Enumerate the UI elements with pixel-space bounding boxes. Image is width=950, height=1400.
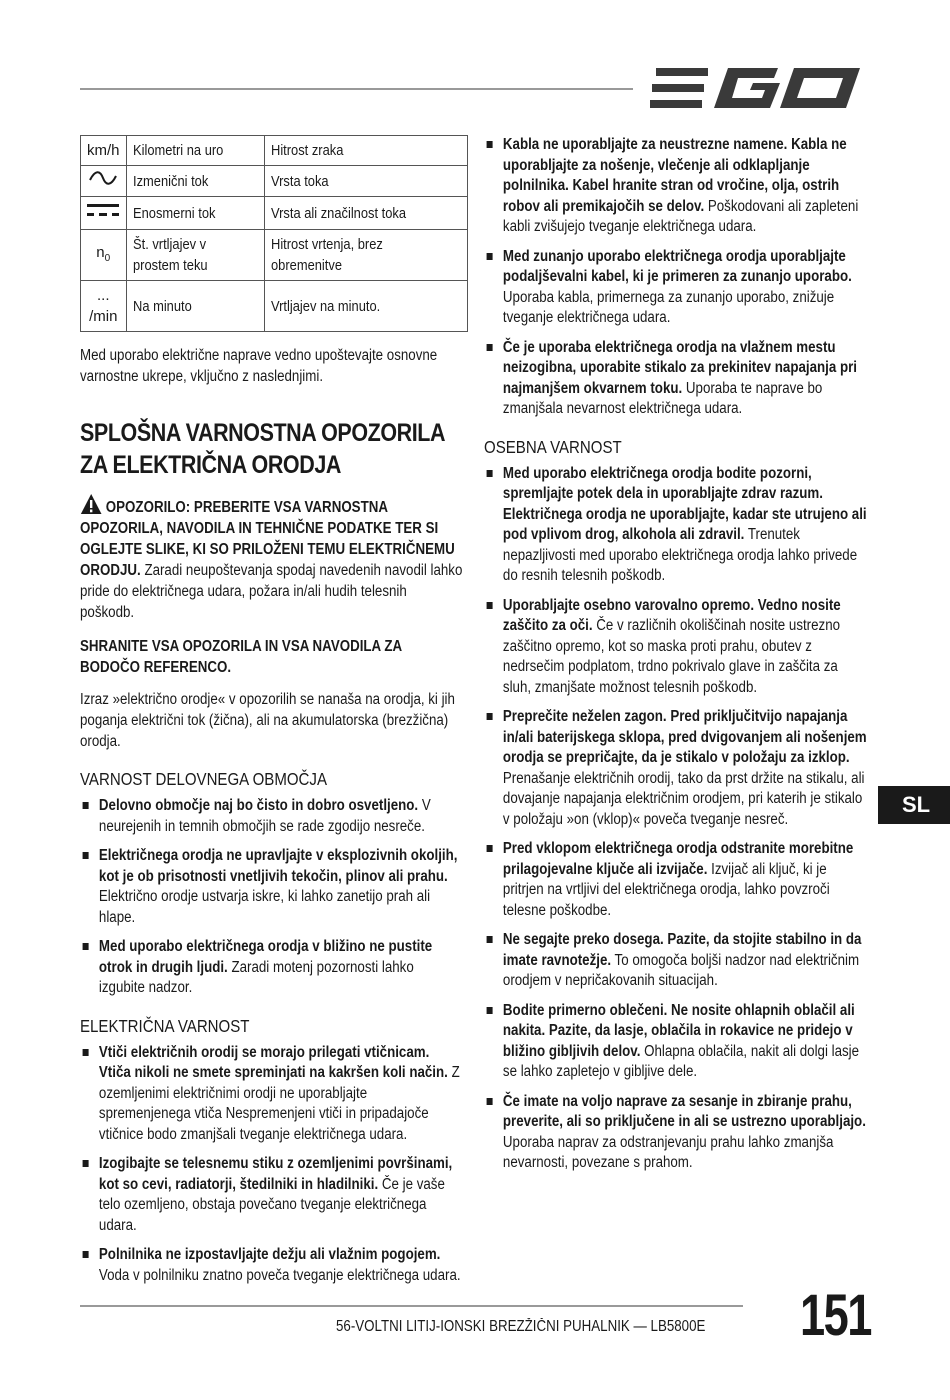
list-item: Električnega orodja ne upravljajte v eksplozivnih okoljih, kot je ob prisotnosti vnetljivih tekočin, plinov ali prahu. Električno orodje ustvarja iskre, ki lahko zanetijo prah ali hlape. bbox=[80, 846, 463, 928]
name-cell: Na minuto bbox=[126, 281, 264, 332]
left-column bbox=[80, 135, 462, 1295]
list-item: Med zunanjo uporabo električnega orodja uporabljajte podaljševalni kabel, ki je primeren za zunanjo uporabo. Uporaba kabla, primernega za zunanjo uporabo, znižuje tveganje električnega udara. bbox=[484, 247, 867, 329]
list-item: Polnilnika ne izpostavljajte dežju ali vlažnim pogojem. Voda v polnilniku znatno poveča tveganje električnega udara. bbox=[80, 1245, 463, 1286]
list-item: Če je uporaba električnega orodja na vlažnem mestu neizogibna, uporabite stikalo za prekinitev napajanja pri najmanjšem okvarnem toku. Uporaba te naprave bo zmanjšala nevarnost električnega udara. bbox=[484, 338, 867, 420]
work-area-list bbox=[80, 796, 463, 999]
list-item: Delovno območje naj bo čisto in dobro osvetljeno. V neurejenih in temnih območjih se rade zgodijo nesreče. bbox=[80, 796, 463, 837]
symbol-cell: ... /min bbox=[81, 281, 127, 332]
ac-wave-icon bbox=[88, 170, 118, 186]
warning-bold: OPOZORILO: PREBERITE VSA VARNOSTNA OPOZORILA, NAVODILA IN TEHNIČNE PODATKE TER SI OGLEJTE SLIKE, KI SO PRILOŽENI TEMU ELEKTRIČNEMU ORODJU. bbox=[80, 499, 455, 579]
table-row bbox=[81, 136, 468, 166]
name-cell: Kilometri na uro bbox=[126, 136, 264, 166]
bullet-icon bbox=[487, 253, 493, 260]
bullet-icon bbox=[487, 936, 493, 943]
meaning-cell: Vrsta ali značilnost toka bbox=[264, 197, 467, 230]
bullet-icon bbox=[83, 852, 89, 859]
warning-block bbox=[80, 493, 463, 623]
bullet-icon bbox=[487, 470, 493, 477]
name-cell: Št. vrtljajev v prostem teku bbox=[126, 230, 264, 281]
header-rule bbox=[80, 88, 633, 90]
bullet-icon bbox=[83, 1160, 89, 1167]
symbol-cell: $n_0$ bbox=[81, 230, 127, 281]
list-item: Med uporabo električnega orodja bodite pozorni, spremljajte potek dela in uporabljajte zdrav razum. Električnega orodja ne uporabljajte, kadar ste utrujeno ali pod vplivom drog, alkohola ali zdravil. Trenutek nepazljivosti med uporabo električnega orodja lahko privede do resnih telesnih poškodb. bbox=[484, 464, 867, 587]
bullet-icon bbox=[487, 344, 493, 351]
symbol-cell bbox=[81, 197, 127, 230]
dc-current-icon bbox=[87, 201, 119, 219]
table-row bbox=[81, 166, 468, 197]
main-heading: SPLOŠNA VARNOSTNA OPOZORILA ZA ELEKTRIČNA ORODJA bbox=[80, 419, 445, 479]
term-definition: Izraz »električno orodje« v opozorilih se nanaša na orodja, ki jih poganja električni tok (žična), ali na akumulatorska (brezžična) orodja. bbox=[80, 691, 455, 750]
table-row bbox=[81, 197, 468, 230]
list-item: Ne segajte preko dosega. Pazite, da stojite stabilno in da imate ravnotežje. To omogoča boljši nadzor nad električnim orodjem v nepričakovanih situacijah. bbox=[484, 930, 867, 992]
warning-text: Zaradi neupoštevanja spodaj navedenih navodil lahko pride do električnega udara, požara in/ali hudih telesnih poškodb. bbox=[80, 562, 463, 621]
symbol-cell: km/h bbox=[81, 136, 127, 166]
bullet-icon bbox=[487, 713, 493, 720]
list-item: Preprečite neželen zagon. Pred priključitvijo napajanja in/ali baterijskega sklopa, pred dvigovanjem ali nošenjem orodja se prepričajte, da je stikalo v položaju za izklop. Prenašanje električnih orodij, tako da prst držite na stikalu, ali dovajanje napajanja električnim orodjem, pri katerih je stikalo v položaju »on (vklop)« poveča tveganje nesreč. bbox=[484, 707, 867, 830]
keep-notice: SHRANITE VSA OPOZORILA IN VSA NAVODILA ZA BODOČO REFERENCO. bbox=[80, 638, 402, 676]
meaning-cell: Vrsta toka bbox=[264, 166, 467, 197]
electrical-list-continued bbox=[484, 135, 867, 420]
meaning-cell: Hitrost zraka bbox=[264, 136, 467, 166]
section-heading-electrical: ELEKTRIČNA VARNOST bbox=[80, 1015, 250, 1036]
list-item: Kabla ne uporabljajte za neustrezne namene. Kabla ne uporabljajte za nošenje, vlečenje ali odklapljanje polnilnika. Kabel hranite stran od vročine, olja, ostrih robov ali premikajočih se delov. Poškodovani ali zapleteni kabli zvišujejo tveganje električnega udara. bbox=[484, 135, 867, 238]
list-item: Bodite primerno oblečeni. Ne nosite ohlapnih oblačil ali nakita. Pazite, da lasje, oblačila in rokavice ne pridejo v bližino gibljivih delov. Ohlapna oblačila, nakit ali dolgi lasje se lahko zapletejo v gibljive dele. bbox=[484, 1001, 867, 1083]
ego-logo bbox=[650, 62, 862, 114]
personal-safety-list bbox=[484, 464, 867, 1174]
table-row bbox=[81, 281, 468, 332]
meaning-cell: Vrtljajev na minuto. bbox=[264, 281, 467, 332]
list-item: Vtiči električnih orodij se morajo prilegati vtičnicam. Vtiča nikoli ne smete spreminjati na kakršen koli način. Z ozemljenimi električnimi orodji ne uporabljajte spremenjenega vtiča Nespremenjeni vtiči in pripadajoče vtičnice bodo zmanjšali tveganje električnega udara. bbox=[80, 1043, 463, 1146]
electrical-list bbox=[80, 1043, 463, 1287]
list-item: Pred vklopom električnega orodja odstranite morebitne prilagojevalne ključe ali izvijače. Izvijač ali ključ, ki je pritrjen na vrtljivi del električnega orodja, lahko povzroči telesne poškodbe. bbox=[484, 839, 867, 921]
right-column bbox=[484, 135, 867, 1183]
section-heading-personal-safety: OSEBNA VARNOST bbox=[484, 436, 622, 457]
footer-product-title: 56-VOLTNI LITIJ-IONSKI BREZŽIČNI PUHALNIK — LB5800E bbox=[336, 1318, 706, 1335]
section-heading-work-area: VARNOST DELOVNEGA OBMOČJA bbox=[80, 769, 327, 789]
list-item: Če imate na voljo naprave za sesanje in zbiranje prahu, preverite, ali so priključene in ali se ustrezno uporabljajo. Uporaba naprav za odstranjevanju prahu lahko zmanjša nevarnosti, povezane s prahom. bbox=[484, 1092, 867, 1174]
bullet-icon bbox=[83, 1049, 89, 1056]
bullet-icon bbox=[487, 1007, 493, 1014]
symbol-table bbox=[80, 135, 468, 332]
list-item: Med uporabo električnega orodja v bližino ne pustite otrok in drugih ljudi. Zaradi motenj pozornosti lahko izgubite nadzor. bbox=[80, 937, 463, 999]
page-number: 151 bbox=[800, 1283, 871, 1348]
name-cell: Izmenični tok bbox=[126, 166, 264, 197]
bullet-icon bbox=[83, 1251, 89, 1258]
warning-triangle-icon bbox=[80, 493, 102, 515]
list-item: Izogibajte se telesnemu stiku z ozemljenimi površinami, kot so cevi, radiatorji, štedilniki in hladilniki. Če je vaše telo ozemljeno, obstaja povečano tveganje električnega udara. bbox=[80, 1154, 463, 1236]
symbol-cell bbox=[81, 166, 127, 197]
bullet-icon bbox=[487, 141, 493, 148]
bullet-icon bbox=[487, 1098, 493, 1105]
footer-rule bbox=[80, 1305, 743, 1307]
name-cell: Enosmerni tok bbox=[126, 197, 264, 230]
bullet-icon bbox=[487, 845, 493, 852]
bullet-icon bbox=[83, 943, 89, 950]
language-tab: SL bbox=[878, 786, 950, 824]
table-row bbox=[81, 230, 468, 281]
bullet-icon bbox=[487, 602, 493, 609]
intro-text: Med uporabo električne naprave vedno upoštevajte osnovne varnostne ukrepe, vključno z naslednjimi. bbox=[80, 347, 438, 385]
meaning-cell: Hitrost vrtenja, brez obremenitve bbox=[264, 230, 467, 281]
list-item: Uporabljajte osebno varovalno opremo. Vedno nosite zaščito za oči. Če v različnih okoliščinah nosite ustrezno zaščitno opremo, kot so maska proti prahu, obutev z nedrsečim podplatom, trdno pokrivalo glave in zaščita za sluh, zmanjšate možnost telesnih poškodb. bbox=[484, 596, 867, 699]
bullet-icon bbox=[83, 802, 89, 809]
